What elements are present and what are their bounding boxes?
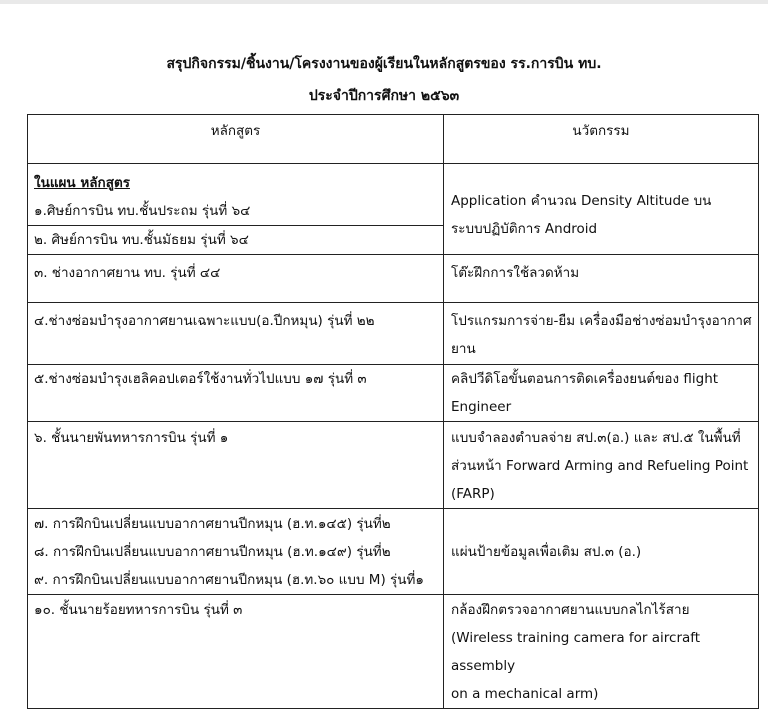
window-top-edge <box>0 0 768 4</box>
document-subtitle: ประจำปีการศึกษา ๒๕๖๓ <box>308 88 460 104</box>
table-row <box>28 509 759 595</box>
course-cell <box>28 595 444 709</box>
innovation-cell <box>444 422 759 509</box>
course-item: ๖. ชั้นนายพันทหารการบิน รุ่นที่ ๑ <box>34 430 229 446</box>
course-cell <box>28 365 444 422</box>
table-row <box>28 255 759 303</box>
table-row <box>28 303 759 365</box>
table-row <box>28 365 759 422</box>
course-item: ๑๐. ชั้นนายร้อยทหารการบิน รุ่นที่ ๓ <box>34 602 243 618</box>
header-innovation: นวัตกรรม <box>444 115 759 164</box>
innovation-line: โต๊ะฝึกการใช้ลวดห้าม <box>451 265 580 281</box>
innovation-cell <box>444 595 759 709</box>
course-item: ๕.ช่างซ่อมบำรุงเฮลิคอปเตอร์ใช้งานทั่วไปแบบ ๑๗ รุ่นที่ ๓ <box>34 371 367 387</box>
course-item: ๓. ช่างอากาศยาน ทบ. รุ่นที่ ๔๔ <box>34 265 221 281</box>
course-item: ๑.ศิษย์การบิน ทบ.ชั้นประถม รุ่นที่ ๖๔ <box>34 203 251 219</box>
table-row <box>28 595 759 709</box>
header-course: หลักสูตร <box>28 115 444 164</box>
innovation-line: Engineer <box>451 399 512 415</box>
innovation-cell <box>444 303 759 365</box>
course-item: ๗. การฝึกบินเปลี่ยนแบบอากาศยานปีกหมุน (ฮ.ท.๑๔๕) รุ่นที่๒ <box>34 516 391 532</box>
innovation-cell <box>444 509 759 595</box>
course-cell <box>28 164 444 255</box>
course-item: ๙. การฝึกบินเปลี่ยนแบบอากาศยานปีกหมุน (ฮ.ท.๖๐ แบบ M) รุ่นที่๑ <box>34 572 424 588</box>
table-header-row <box>28 115 759 164</box>
innovation-line: (FARP) <box>451 486 495 502</box>
innovation-line: ระบบปฏิบัติการ Android <box>451 221 598 237</box>
innovation-cell <box>444 255 759 303</box>
document-title: สรุปกิจกรรม/ชิ้นงาน/โครงงานของผู้เรียนในหลักสูตรของ รร.การบิน ทบ. <box>166 56 602 72</box>
table-row <box>28 422 759 509</box>
course-cell <box>28 509 444 595</box>
course-item: ๘. การฝึกบินเปลี่ยนแบบอากาศยานปีกหมุน (ฮ.ท.๑๔๙) รุ่นที่๒ <box>34 544 391 560</box>
courses-innovation-table <box>27 114 759 709</box>
course-cell <box>28 255 444 303</box>
course-item: ๒. ศิษย์การบิน ทบ.ชั้นมัธยม รุ่นที่ ๖๔ <box>28 225 443 254</box>
section-heading: ในแผน หลักสูตร <box>34 175 130 191</box>
innovation-line: ยาน <box>451 341 476 357</box>
innovation-line: แผ่นป้ายข้อมูลเพื่อเติม สป.๓ (อ.) <box>451 543 642 560</box>
table-row <box>28 164 759 255</box>
innovation-line: ส่วนหน้า Forward Arming and Refueling Point <box>451 458 749 474</box>
innovation-line: โปรแกรมการจ่าย-ยืม เครื่องมือช่างซ่อมบำรุงอากาศ <box>451 313 752 329</box>
course-cell <box>28 422 444 509</box>
innovation-line: แบบจำลองตำบลจ่าย สป.๓(อ.) และ สป.๕ ในพื้นที่ <box>451 430 741 446</box>
innovation-line: กล้องฝึกตรวจอากาศยานแบบกลไกไร้สาย <box>451 602 690 618</box>
course-item: ๔.ช่างซ่อมบำรุงอากาศยานเฉพาะแบบ(อ.ปีกหมุน) รุ่นที่ ๒๒ <box>34 313 375 329</box>
innovation-line: Application คำนวณ Density Altitude บน <box>451 193 712 209</box>
innovation-line: คลิปวีดิโอขั้นตอนการติดเครื่องยนต์ของ flight <box>451 371 719 387</box>
innovation-line: (Wireless training camera for aircraft assembly <box>451 630 701 674</box>
innovation-cell <box>444 164 759 255</box>
innovation-line: on a mechanical arm) <box>451 686 599 702</box>
course-cell <box>28 303 444 365</box>
innovation-cell <box>444 365 759 422</box>
